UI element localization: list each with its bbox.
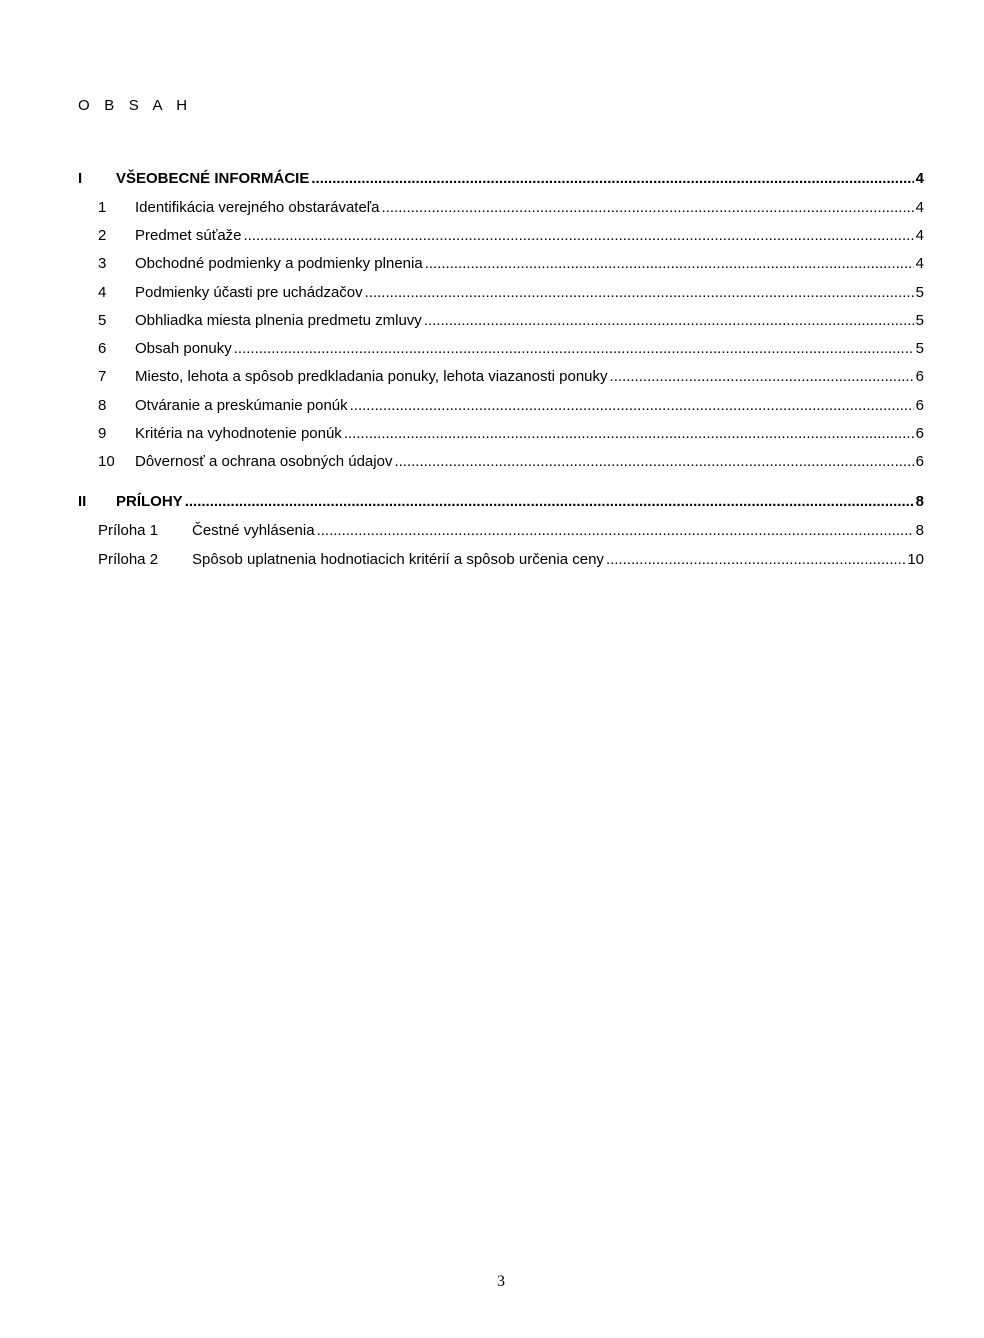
toc-page-number: 5: [915, 340, 924, 357]
toc-appendix-1[interactable]: [78, 521, 924, 541]
dot-leader: [610, 367, 914, 387]
dot-leader: [606, 550, 905, 570]
toc-page-number: 8: [915, 522, 924, 539]
dot-leader: [424, 311, 914, 331]
toc-item-number: 5: [98, 312, 107, 329]
toc-item-title: Obhliadka miesta plnenia predmetu zmluvy: [135, 312, 422, 329]
dot-leader: [350, 396, 914, 416]
toc-item-2[interactable]: [78, 226, 924, 246]
toc-item-title: Kritéria na vyhodnotenie ponúk: [135, 425, 342, 442]
toc-section-1[interactable]: [78, 169, 924, 189]
dot-leader: [185, 492, 914, 512]
toc-item-number: 10: [98, 453, 115, 470]
toc-item-title: Identifikácia verejného obstarávateľa: [135, 199, 380, 216]
toc-item-number: 2: [98, 227, 107, 244]
toc-page-number: 6: [915, 453, 924, 470]
toc-item-number: 1: [98, 199, 107, 216]
dot-leader: [344, 424, 914, 444]
toc-item-title: Predmet súťaže: [135, 227, 242, 244]
dot-leader: [244, 226, 914, 246]
toc-page-number: 6: [915, 397, 924, 414]
toc-section-number: II: [78, 493, 87, 510]
dot-leader: [317, 521, 914, 541]
toc-item-number: 3: [98, 255, 107, 272]
toc-heading: O B S A H: [78, 97, 193, 114]
toc-page-number: 5: [915, 284, 924, 301]
toc-item-3[interactable]: [78, 254, 924, 274]
toc-item-title: Obsah ponuky: [135, 340, 232, 357]
toc-page-number: 6: [915, 425, 924, 442]
toc-item-title: Otváranie a preskúmanie ponúk: [135, 397, 348, 414]
toc-section-2[interactable]: [78, 492, 924, 512]
toc-item-7[interactable]: [78, 367, 924, 387]
toc-page-number: 4: [915, 199, 924, 216]
dot-leader: [365, 283, 914, 303]
toc-item-9[interactable]: [78, 424, 924, 444]
toc-appendix-number: Príloha 2: [98, 551, 159, 568]
toc-item-title: Obchodné podmienky a podmienky plnenia: [135, 255, 423, 272]
toc-item-4[interactable]: [78, 283, 924, 303]
dot-leader: [425, 254, 914, 274]
toc-appendix-title: Čestné vyhlásenia: [192, 522, 315, 539]
toc-page-number: 4: [915, 255, 924, 272]
toc-item-5[interactable]: [78, 311, 924, 331]
toc-section-title: VŠEOBECNÉ INFORMÁCIE: [116, 170, 310, 187]
toc-page-number: 6: [915, 368, 924, 385]
toc-page-number: 4: [915, 227, 924, 244]
toc-page-number: 10: [907, 551, 924, 568]
toc-item-number: 8: [98, 397, 107, 414]
toc-appendix-2[interactable]: [78, 550, 924, 570]
dot-leader: [382, 198, 914, 218]
dot-leader: [234, 339, 914, 359]
page-number: 3: [497, 1273, 505, 1290]
toc-item-number: 9: [98, 425, 107, 442]
toc-page-number: 4: [915, 170, 924, 187]
toc-item-8[interactable]: [78, 396, 924, 416]
dot-leader: [311, 169, 913, 189]
toc-appendix-number: Príloha 1: [98, 522, 159, 539]
toc-item-1[interactable]: [78, 198, 924, 218]
toc-section-title: PRÍLOHY: [116, 493, 183, 510]
toc-section-number: I: [78, 170, 83, 187]
toc-item-number: 7: [98, 368, 107, 385]
dot-leader: [394, 452, 913, 472]
toc-item-6[interactable]: [78, 339, 924, 359]
toc-item-title: Miesto, lehota a spôsob predkladania ponuky, lehota viazanosti ponuky: [135, 368, 608, 385]
toc-item-10[interactable]: [78, 452, 924, 472]
toc-item-number: 6: [98, 340, 107, 357]
toc-item-number: 4: [98, 284, 107, 301]
toc-page-number: 5: [915, 312, 924, 329]
toc-page-number: 8: [915, 493, 924, 510]
toc-item-title: Dôvernosť a ochrana osobných údajov: [135, 453, 393, 470]
toc-appendix-title: Spôsob uplatnenia hodnotiacich kritérií a spôsob určenia ceny: [192, 551, 604, 568]
toc-item-title: Podmienky účasti pre uchádzačov: [135, 284, 363, 301]
